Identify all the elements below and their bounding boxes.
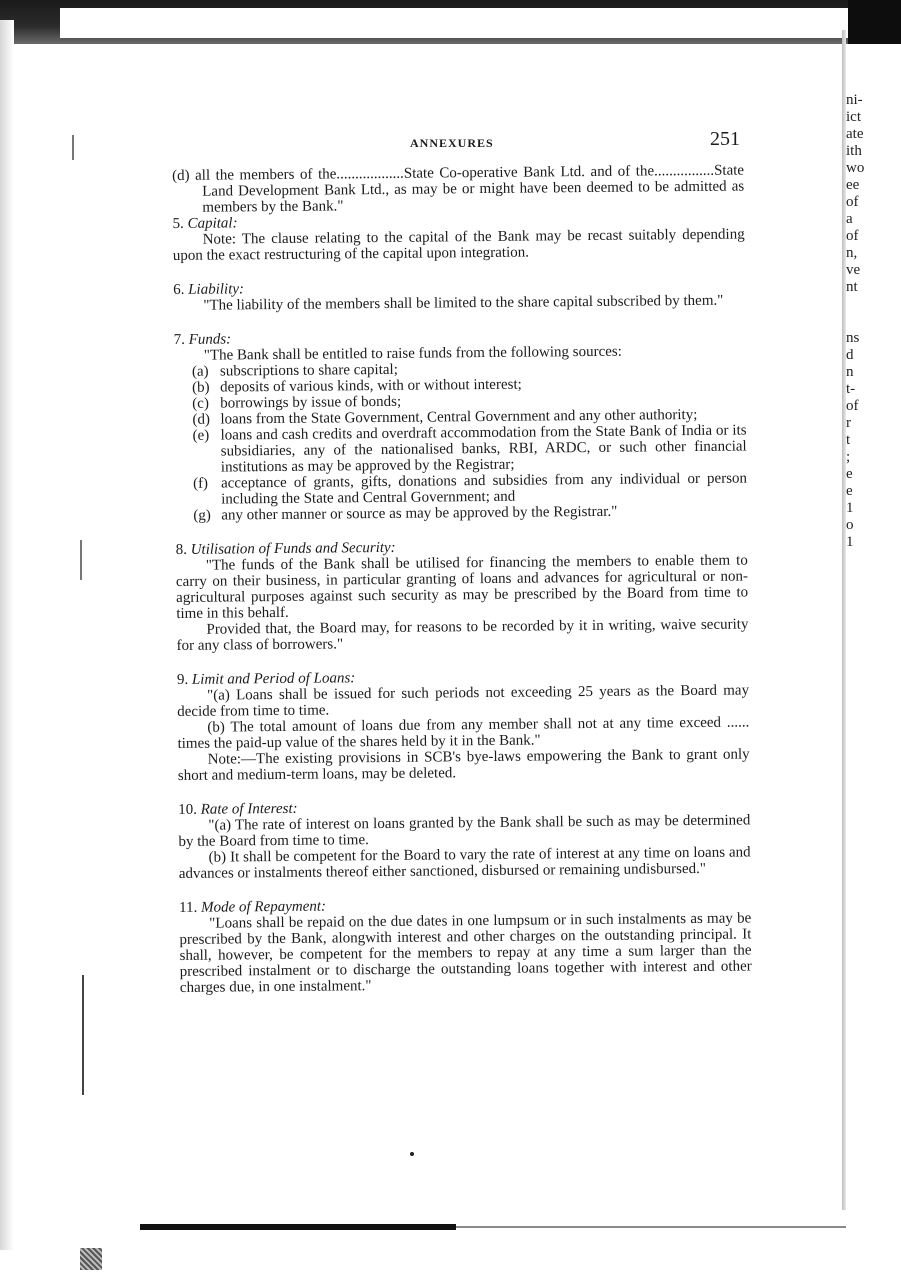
page-header (170, 128, 740, 154)
fragment-text: ni- (846, 92, 863, 108)
section-title: Utilisation of Funds and Security: (190, 539, 396, 558)
list-item-text: borrowings by issue of bonds; (220, 393, 402, 412)
fragment-text: of (846, 228, 859, 244)
fragment-text: nt (846, 279, 858, 295)
section-title: Liability: (188, 281, 245, 298)
fragment-text: ve (846, 262, 861, 278)
list-item (193, 470, 747, 507)
fragment-text: t (846, 432, 851, 448)
fragment-text: e (846, 483, 853, 499)
fragment-text: o (846, 517, 854, 533)
fragment-text: ate (846, 126, 864, 142)
list-item-label: (f) (192, 475, 209, 492)
section (177, 666, 750, 783)
section-paragraph: "The liability of the members shall be limited to the share capital subscribed by them." (203, 292, 724, 314)
source-list (192, 359, 748, 524)
fragment-text: ict (846, 109, 861, 125)
section-paragraph: "(a) The rate of interest on loans granted by the Bank shall be such as may be determined by the Board from time to time. (178, 812, 751, 850)
fragment-text: 1 (846, 500, 854, 516)
section-paragraph: (b) It shall be competent for the Board to vary the rate of interest at any time on loans and advances or instalments thereof either sanctioned, disbursed or remaining undisbursed." (178, 844, 751, 882)
fragment-text: n, (846, 245, 858, 261)
running-title: ANNEXURES (410, 136, 494, 150)
list-item-text: any other manner or source as may be approved by the Registrar." (221, 503, 618, 524)
margin-mark (80, 540, 82, 580)
fragment-text: n (846, 364, 854, 380)
section-paragraph: "The funds of the Bank shall be utilised for financing the members to enable them to carry on their business, in particular granting of loans and advances for agricultural or non-agricultural purposes against such security as may be prescribed by the Board from time to time in this behalf. (175, 552, 749, 622)
list-item-text: acceptance of grants, gifts, donations and subsidies from any individual or person including the State and Central Government; and (220, 470, 748, 508)
scan-top-page-area (60, 8, 850, 38)
section-number: 11. (179, 899, 198, 916)
section-number: 5. (172, 215, 184, 232)
section-title: Rate of Interest: (200, 800, 298, 818)
fragment-text: of (846, 398, 859, 414)
list-item-text: loans and cash credits and overdraft accommodation from the State Bank of India or its subsidiaries, any of the nationalised banks, RBI, ARDC, or such other financial institutions as may be approved by the Registrar; (220, 422, 747, 476)
margin-mark (72, 135, 74, 160)
scan-bottom-line (456, 1226, 846, 1228)
section-paragraph: "Loans shall be repaid on the due dates in one lumpsum or in such instalments as may be prescribed by the Bank, alongwith interest and other charges on the outstanding principal. It shall, however, be competent for the members to repay at any time a sum larger than the prescribed instalment or to discharge the outstanding loans together with interest and other charges due, in one instalment." (179, 910, 752, 996)
fragment-text: r (846, 415, 851, 431)
scan-blot (80, 1248, 102, 1270)
fragment-text: ; (846, 449, 851, 465)
list-item-text: deposits of various kinds, with or without interest; (220, 376, 522, 396)
list-item-text: loans from the State Government, Central Government and any other authority; (220, 406, 698, 428)
section-paragraph: "(a) Loans shall be issued for such periods not exceeding 25 years as the Board may decide from time to time. (177, 682, 750, 720)
adjacent-page-strip (846, 92, 901, 551)
section-paragraph: (b) The total amount of loans due from any member shall not at any time exceed ...... times the paid-up value of the shares held by it in the Bank." (177, 714, 750, 752)
fragment-text: ee (846, 177, 860, 193)
section-number: 8. (175, 541, 187, 558)
fragment-text: 1 (846, 534, 854, 550)
scan-corner-shadow (848, 0, 901, 44)
fragment-text (846, 296, 901, 313)
fragment-text: ith (846, 143, 862, 159)
section-title: Mode of Repayment: (200, 898, 327, 916)
list-item-text: subscriptions to share capital; (219, 361, 398, 380)
page-body (172, 163, 752, 1014)
sections (172, 211, 751, 996)
list-item-label: (b) (192, 379, 210, 396)
section (178, 796, 751, 881)
section-title: Limit and Period of Loans: (191, 670, 356, 688)
fragment-text (846, 313, 901, 330)
fragment-text: a (846, 211, 853, 227)
section-number: 9. (176, 671, 189, 688)
section-title: Funds: (188, 331, 232, 348)
list-item-label: (a) (191, 363, 209, 380)
fragment-text: of (846, 194, 859, 210)
list-item-label: (c) (192, 395, 209, 412)
page-number: 251 (710, 128, 740, 150)
scan-bottom-bar (140, 1224, 456, 1230)
list-item-label: (d) (192, 411, 210, 428)
fragment-text: e (846, 466, 853, 482)
section-paragraph: Note: The clause relating to the capital of the Bank may be recast suitably depending upon the exact restructuring of the capital upon integration. (172, 226, 745, 264)
fragment-text: wo (846, 160, 865, 176)
list-item-label: (e) (192, 427, 210, 444)
section-paragraph: Note:—The existing provisions in SCB's bye-laws empowering the Bank to grant only short and medium-term loans, may be deleted. (177, 746, 750, 784)
margin-mark (82, 975, 84, 1095)
list-item (192, 422, 746, 475)
fragment-text: d (846, 347, 854, 363)
list-item-label: (g) (193, 507, 211, 524)
section-number: 6. (173, 281, 185, 298)
scan-left-shadow (0, 20, 14, 1250)
section (176, 536, 749, 653)
section (173, 277, 745, 314)
section-number: 7. (173, 331, 185, 348)
stray-dot (410, 1152, 414, 1156)
section (172, 211, 744, 264)
fragment-text: t- (846, 381, 856, 397)
section (179, 894, 752, 995)
section-number: 10. (178, 801, 197, 818)
section-paragraph: Provided that, the Board may, for reasons to be recorded by it in writing, waive security for any class of borrowers." (176, 616, 749, 654)
section (174, 327, 748, 524)
clause-d: (d) all the members of the..................State Co-operative Bank Ltd. and of the................State Land Development Bank Ltd., as may be or might have been deemed to be admitted as members by the Bank." (172, 162, 745, 216)
section-intro: "The Bank shall be entitled to raise funds from the following sources: (203, 343, 622, 364)
fragment-text: ns (846, 330, 860, 346)
section-title: Capital: (187, 215, 238, 232)
